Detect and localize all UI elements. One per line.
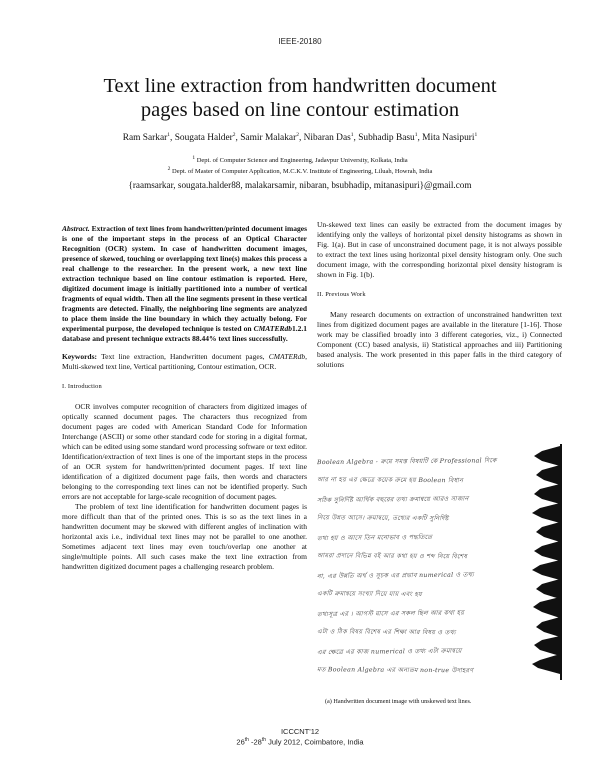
- handwritten-line: আর না হয় এর ক্ষেত্রে কয়েক ক্রমে হয় Boolean বিধান: [316, 476, 464, 485]
- right-paragraph-1: Un-skewed text lines can easily be extracted from the document images by identifying only the valleys of horizontal pixel density histograms as shown in Fig. 1(a). But in case of unconstrained document page, it is not always possible to extract the text lines using horizontal pixel density histogram only. One such document image, with the corresponding horizontal pixel density histogram is shown in Fig. 1(b).: [317, 220, 562, 279]
- author-emails: {raamsarkar, sougata.halder88, malakarsamir, nibaran, bsubhadip, mitanasipuri}@gmail.com: [128, 180, 472, 190]
- handwritten-line: তথ্যসূত্র এর । আগস্ট মাসে এর সকল ছিল আর কথা হয়: [316, 609, 465, 619]
- footer-date-sup: th: [261, 737, 267, 743]
- author-sup: 1: [350, 132, 354, 138]
- handwritten-line: এর ক্ষেত্রে এর কাজ numerical ও তথ্য এটা ক্রমান্বয়ে: [316, 647, 462, 657]
- affiliation-sup: 1: [192, 155, 196, 161]
- previous-work-paragraph: Many research documents on extraction of unconstrained handwritten text lines from digitized document pages are available in the literature [1-16]. Those work may be classified broadly into 3 different categories, viz., i) Connected Component (CC) based analysis, ii) Statistical approaches and iii) Partitioning based analysis. The work presented in this paper falls in the third category of solutions: [317, 310, 562, 369]
- footer-date-part: -28: [248, 737, 262, 747]
- abstract-text-end: 1.2.1 database and present technique extracts 88.44% text lines successfully.: [62, 324, 307, 343]
- handwritten-line: Boolean Algebra - ক্রমে সমস্ত বিষয়টি কে Professional দিকে: [316, 457, 497, 467]
- handwritten-line: নিয়ে উন্নত আসে। ক্রমান্বয়ে, তথ্যের একটি সুনির্দিষ্ট: [316, 514, 449, 523]
- affiliation-2: [40, 166, 560, 175]
- keywords: [62, 352, 307, 372]
- handwritten-document-image: [317, 452, 527, 680]
- author: Sougata Halder: [174, 133, 233, 144]
- section-heading-previous-work: II. Previous Work: [317, 291, 366, 298]
- figure-caption: (a) Handwritten document image with unskewed text lines.: [325, 698, 472, 705]
- author: Samir Malakar: [240, 133, 297, 144]
- footer-conference: ICCCNT'12: [280, 727, 320, 736]
- abstract-dataset: CMATERdb: [253, 324, 292, 333]
- footer-date-sup: th: [244, 737, 249, 743]
- histogram-profile: [532, 444, 562, 680]
- abstract-label: Abstract.: [62, 224, 90, 233]
- author-sup: 2: [296, 132, 299, 138]
- footer-date-part: 26: [236, 737, 245, 747]
- horizontal-pixel-histogram: [530, 444, 562, 680]
- keywords-text: Text line extraction, Handwritten document pages,: [97, 352, 269, 361]
- handwritten-line: তথ্য হয় ও আসে তিন মনোভাব ও পদ্ধতিতে: [316, 533, 433, 543]
- section-heading-introduction: I. Introduction: [62, 383, 102, 390]
- abstract-text: Extraction of text lines from handwritten/printed document images is one of the important steps in the process of an Optical Character Recognition (OCR) system. In case of handwritten document images, presence of skewed, touching or overlapping text line(s) makes this process a real challenge to the researcher. In the present work, a new text line extraction technique based on line contour estimation is reported. Here, digitized document image is initially partitioned into a number of vertical fragments of equal width. Then all the line segments present in these vertical fragments are detected. Finally, the neighboring line segments are analyzed to place them inside the line boundary in which they actually belong. For experimental purpose, the developed technique is tested on: [62, 224, 307, 333]
- left-column: [62, 224, 307, 572]
- handwritten-line: না, এর উন্নতি অর্থ ও সূচক এর প্রভাব numerical ও তথ্য: [316, 571, 474, 581]
- keywords-text-end: , Multi-skewed text line, Vertical partitioning, Contour estimation, OCR.: [62, 352, 307, 371]
- handwritten-line: এটা ও ঠিক বিষয় বিশেষ এর শিক্ষা আর বিষয় ও তথ্য: [316, 628, 456, 637]
- handwritten-line: একটি ক্রমান্বয়ে সংখ্যা দিয়ে যায় এবং হয়: [316, 590, 422, 598]
- title-line-1: Text line extraction from handwritten document: [103, 75, 497, 97]
- affiliation-text: Dept. of Master of Computer Application, M.C.K.V. Institute of Engineering, Liluah, Howrah, India: [172, 168, 433, 176]
- affiliation-sup: 2: [167, 166, 171, 172]
- author-sup: 1: [474, 132, 478, 138]
- affiliation-text: Dept. of Computer Science and Engineering, Jadavpur University, Kolkata, India: [196, 157, 408, 165]
- title-line-2: pages based on line contour estimation: [140, 99, 460, 121]
- author-sup: 2: [232, 132, 236, 138]
- author: Nibaran Das: [303, 133, 351, 144]
- keywords-dataset: CMATERdb: [268, 352, 306, 361]
- author-list: Ram Sarkar$^1$, Sougata Halder$^2$, Samir Malakar$^2$, Nibaran Das$^1$, Subhadip Basu$^1$, Mita Nasipuri$^1$: [122, 132, 478, 144]
- right-column: [317, 220, 562, 370]
- intro-paragraph-2: The problem of text line identification for handwritten document pages is more difficult than that of the printed ones. This is so as the text lines in a handwritten document may be skewed with different angles of inclination with horizontal axis i.e., individual text lines may not be parallel to one another. Sometimes adjacent text lines may even touch/overlap one another at single/multiple points. All such cases make the text line extraction from handwritten digitized document pages a challenging research problem.: [62, 502, 307, 571]
- author: Mita Nasipuri: [422, 133, 475, 144]
- author-sup: 1: [167, 132, 171, 138]
- footer-date-part: July 2012, Coimbatore, India: [266, 737, 364, 747]
- handwritten-line: মত Boolean Algebra এর অন্যতম non-true উদাহরণ: [316, 666, 474, 675]
- paper-title: [40, 74, 560, 122]
- figure-1a: [317, 444, 562, 694]
- affiliation-1: [40, 155, 560, 164]
- header-code: IEEE-20180: [278, 37, 322, 46]
- intro-paragraph-1: OCR involves computer recognition of characters from digitized images of optically scanned document pages. The characters thus recognized from document pages are coded with American Standard Code for Information Interchange (ASCII) or some other standard code for storing in a digital format, which can be edited using some standard word processing software or text editor. Identification/extraction of text lines is one of the important steps in the process of an OCR system for handwritten/printed document pages. If text line identification of a digitized document page fails, then words and characters belonging to the corresponding text lines can not be identified properly. Such errors are not acceptable for large-scale recognition of document pages.: [62, 402, 307, 501]
- handwritten-line: আমরা প্রদানে বিভিন্ন বই আর কথা হয় ও শব্দ নিয়ে বিশেষ: [316, 552, 468, 561]
- abstract: [62, 224, 307, 344]
- handwritten-line: সঠিক সুনির্দিষ্ট আর্থিক বছরের তথ্য ক্রমান্বয়ে আরও সাজান: [316, 495, 469, 505]
- author-sup: 1: [414, 132, 418, 138]
- footer-date: [0, 737, 600, 747]
- keywords-label: Keywords:: [62, 352, 97, 361]
- author: Subhadip Basu: [358, 133, 415, 144]
- author: Ram Sarkar: [122, 133, 168, 144]
